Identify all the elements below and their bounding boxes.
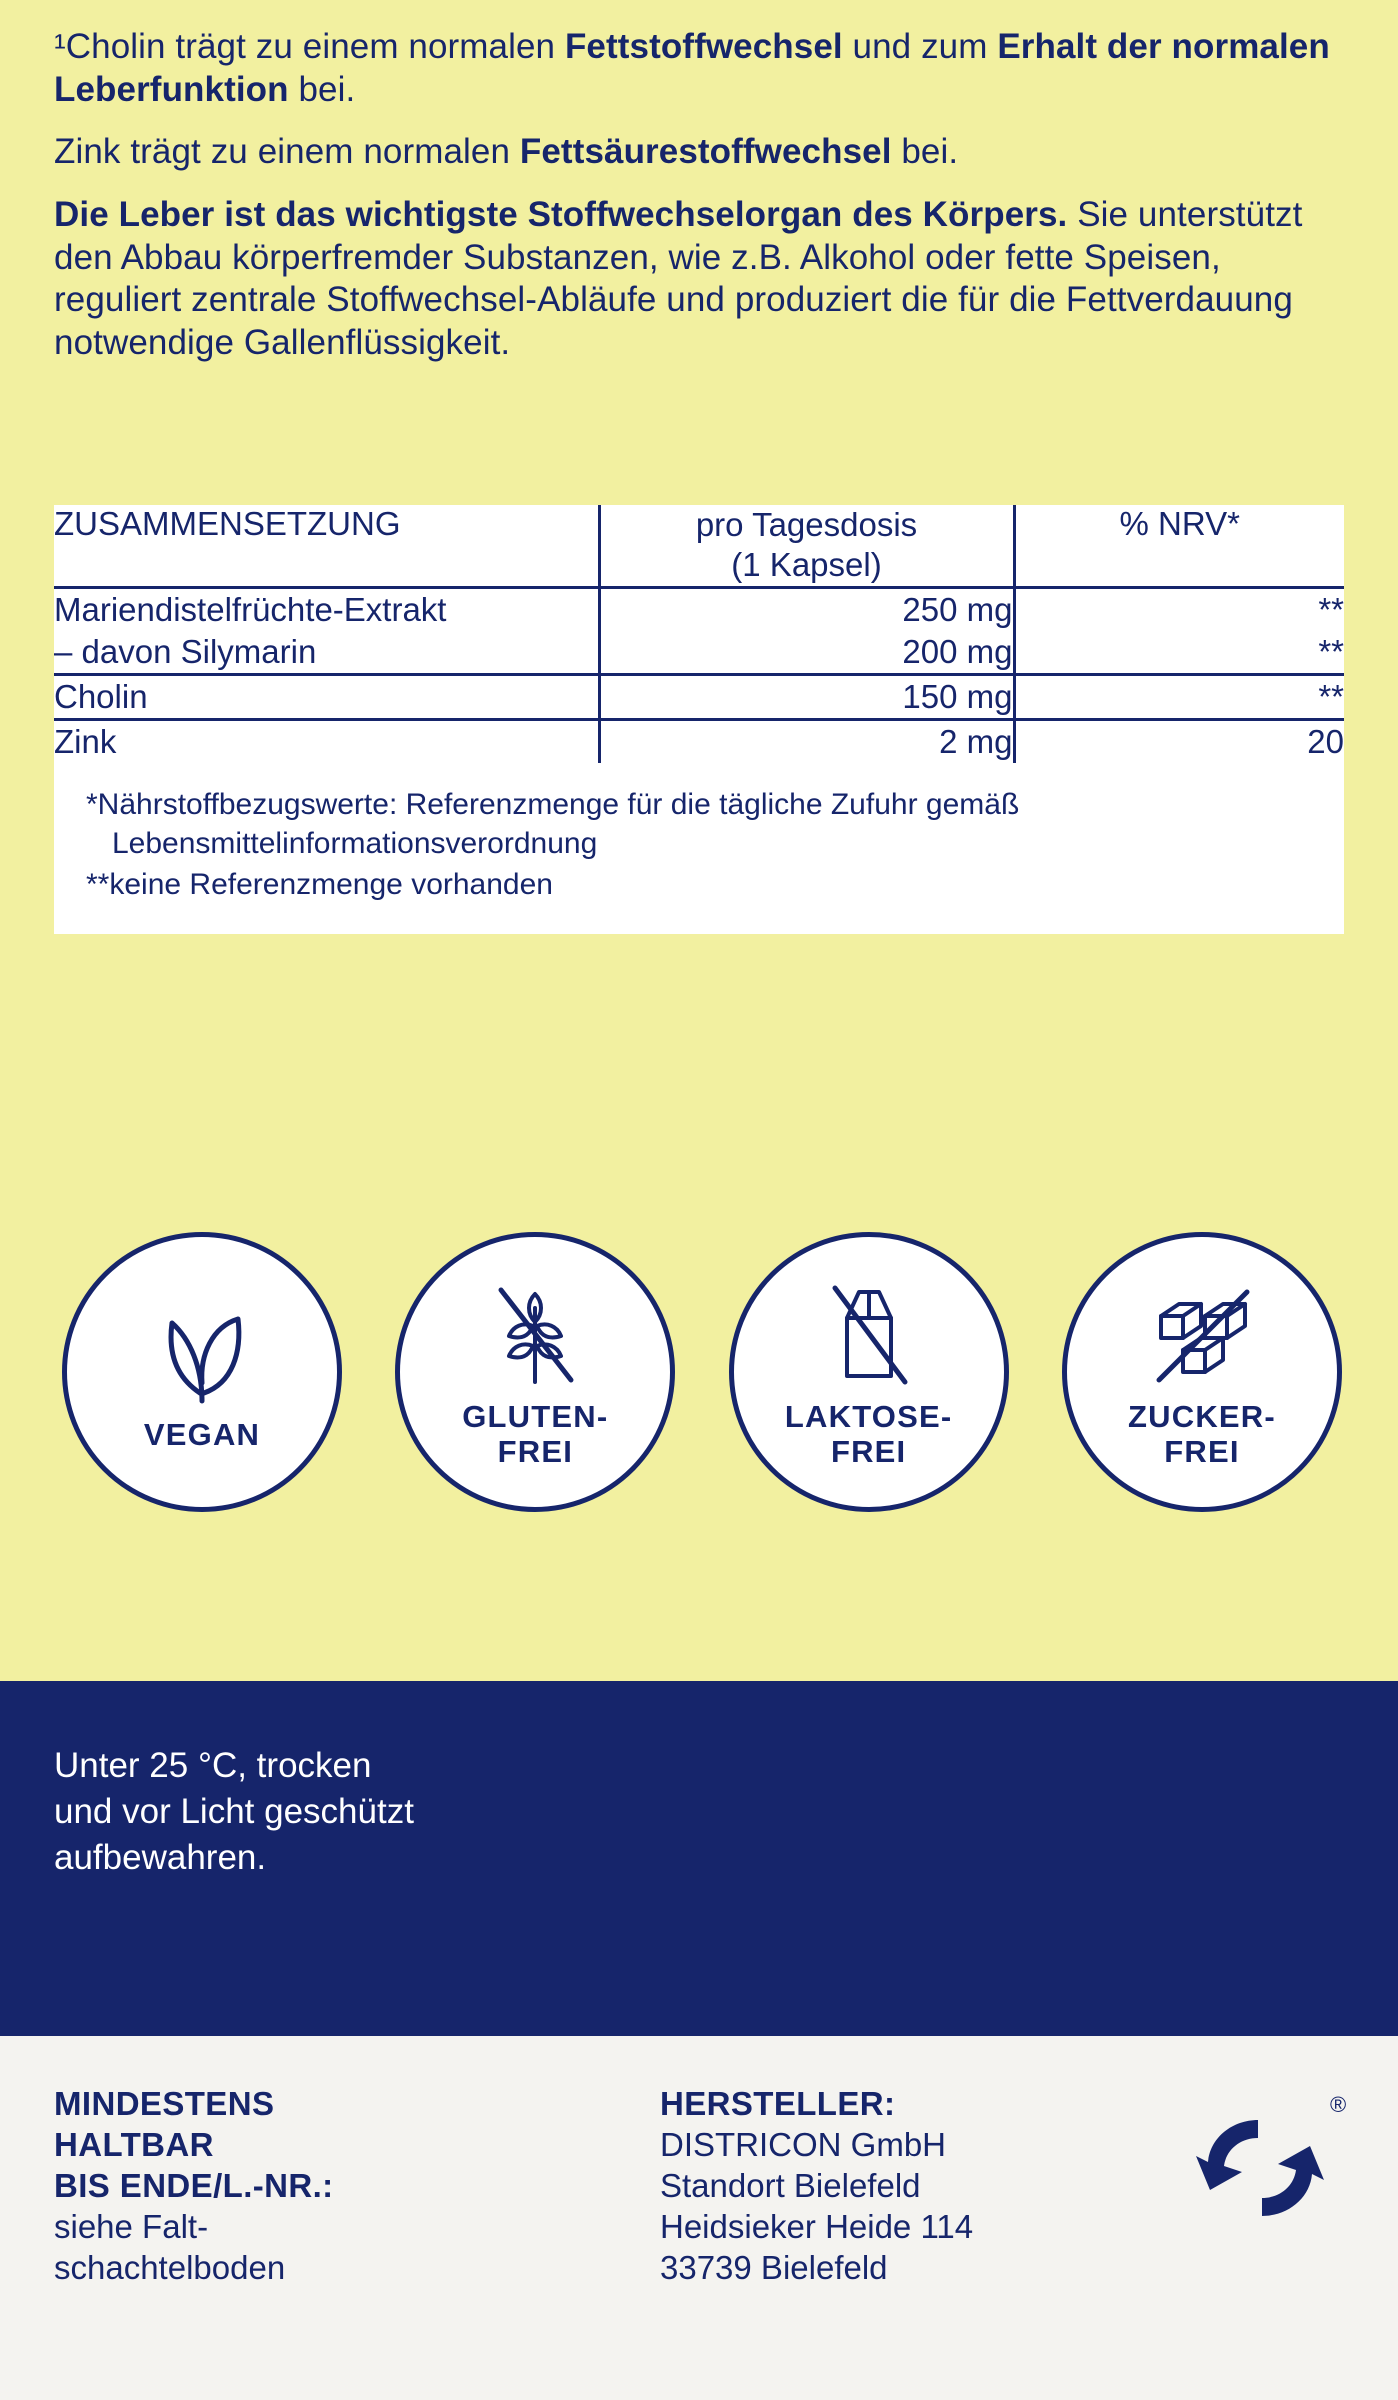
badge-laktosefrei-label-line1: LAKTOSE- [784,1399,953,1435]
leaf-icon [142,1292,262,1412]
manufacturer-block [660,2084,1160,2289]
claim-zink-bold-1: Fettsäurestoffwechsel [519,132,892,172]
composition-table-card [54,505,1344,934]
claim-cholin-part-3: bei. [288,69,356,109]
badge-laktosefrei [729,1232,1009,1512]
badge-vegan-label [144,1418,260,1453]
row-cholin-name: Cholin [54,674,599,719]
row-mariendistel-amount: 250 mg [599,587,1014,631]
composition-table [54,505,1344,763]
footer-bar [0,2036,1398,2400]
table-header-daily-dose-line1: pro Tagesdosis [695,506,918,543]
table-header-composition: ZUSAMMENSETZUNG [54,505,401,542]
badge-vegan-label-line1: VEGAN [143,1416,261,1452]
sugar-cubes-crossed-icon [1139,1274,1264,1394]
badge-glutenfrei-label-line1: GLUTEN- [462,1399,609,1435]
storage-instructions-text [54,1743,414,1882]
table-header-daily-dose-line2: (1 Kapsel) [731,546,882,584]
claim-leber-bold-1: Die Leber ist das wichtigste Stoffwechselorgan des Körpers. [54,195,1068,235]
row-silymarin-name: – davon Silymarin [54,632,317,670]
badge-vegan [62,1232,342,1512]
row-mariendistel-nrv: ** [1014,587,1344,631]
manufacturer-header: HERSTELLER: [660,2085,896,2122]
table-header-nrv: % NRV* [1119,505,1240,542]
claim-zink-part-1: Zink trägt zu einem normalen [54,132,520,172]
table-header-daily-dose [599,505,1014,587]
table-row [54,587,1344,631]
manufacturer-line-2: Standort Bielefeld [660,2166,921,2204]
table-row [54,631,1344,675]
badge-zuckerfrei-label-line2: FREI [1164,1434,1240,1469]
table-footnotes [54,763,1344,934]
manufacturer-line-4: 33739 Bielefeld [660,2248,888,2286]
storage-line-3: aufbewahren. [54,1838,267,1878]
badge-zuckerfrei [1062,1232,1342,1512]
storage-line-1: Unter 25 °C, trocken [54,1746,372,1785]
best-before-header-line1: MINDESTENS HALTBAR [54,2085,275,2163]
best-before-header-line2: BIS ENDE/L.-NR.: [54,2166,334,2204]
table-header-row [54,505,1344,587]
footnote-no-reference: **keine Referenzmenge vorhanden [86,868,553,902]
best-before-value-line2: schachtelboden [54,2248,286,2286]
claim-cholin-part-2: und zum [842,27,998,66]
storage-line-2: und vor Licht geschützt [54,1792,414,1832]
row-mariendistel-name: Mariendistelfrüchte-Extrakt [54,587,599,631]
badge-glutenfrei-label-line2: FREI [497,1434,574,1469]
badge-zuckerfrei-label-line1: ZUCKER- [1128,1399,1276,1435]
claim-zink [54,131,1339,174]
manufacturer-line-3: Heidsieker Heide 114 [660,2207,974,2245]
registered-trademark-mark: ® [1330,2092,1347,2117]
claim-cholin-bold-2: Erhalt der normalen Leberfunktion [54,27,1330,109]
table-row [54,720,1344,764]
claim-leber [54,194,1339,365]
best-before-value-line1: siehe Falt- [54,2207,209,2245]
claim-leber-part-1: Sie unterstützt den Abbau körperfremder Substanzen, wie z.B. Alkohol oder fette Speisen, reguliert zentrale Stoffwechsel-Abläufe und produziert die für die Fettverdauung notwendige Gallenflüssigkeit. [54,195,1303,363]
row-zink-amount: 2 mg [599,720,1014,764]
badge-glutenfrei [395,1232,675,1512]
badge-laktosefrei-label-line2: FREI [830,1434,907,1469]
badge-zuckerfrei-label [1128,1400,1276,1469]
row-cholin-amount: 150 mg [599,674,1014,719]
claim-cholin-part-1: ¹Cholin trägt zu einem normalen [54,27,565,66]
table-row [54,674,1344,719]
badge-laktosefrei-label [785,1400,952,1469]
row-silymarin-amount: 200 mg [599,631,1014,675]
row-zink-name: Zink [54,720,599,764]
best-before-block [54,2084,424,2289]
milk-carton-crossed-icon [809,1274,929,1394]
footnote-nrv: *Nährstoffbezugswerte: Referenzmenge für die tägliche Zufuhr gemäß Lebensmittelinformationsverordnung [86,788,1020,861]
manufacturer-line-1: DISTRICON GmbH [660,2125,947,2163]
claim-badges [62,1232,1342,1512]
row-silymarin-nrv: ** [1318,632,1344,670]
claim-cholin [54,26,1339,111]
storage-instructions-bar [0,1681,1398,2036]
claim-cholin-bold-1: Fettstoffwechsel [564,27,843,66]
wheat-crossed-icon [475,1274,595,1394]
claim-zink-part-2: bei. [891,132,959,172]
green-dot-recycling-icon [1180,2092,1347,2238]
row-cholin-nrv: ** [1014,674,1344,719]
health-claims-block [54,26,1354,365]
row-zink-nrv: 20 [1014,720,1344,764]
badge-glutenfrei-label [462,1400,608,1469]
